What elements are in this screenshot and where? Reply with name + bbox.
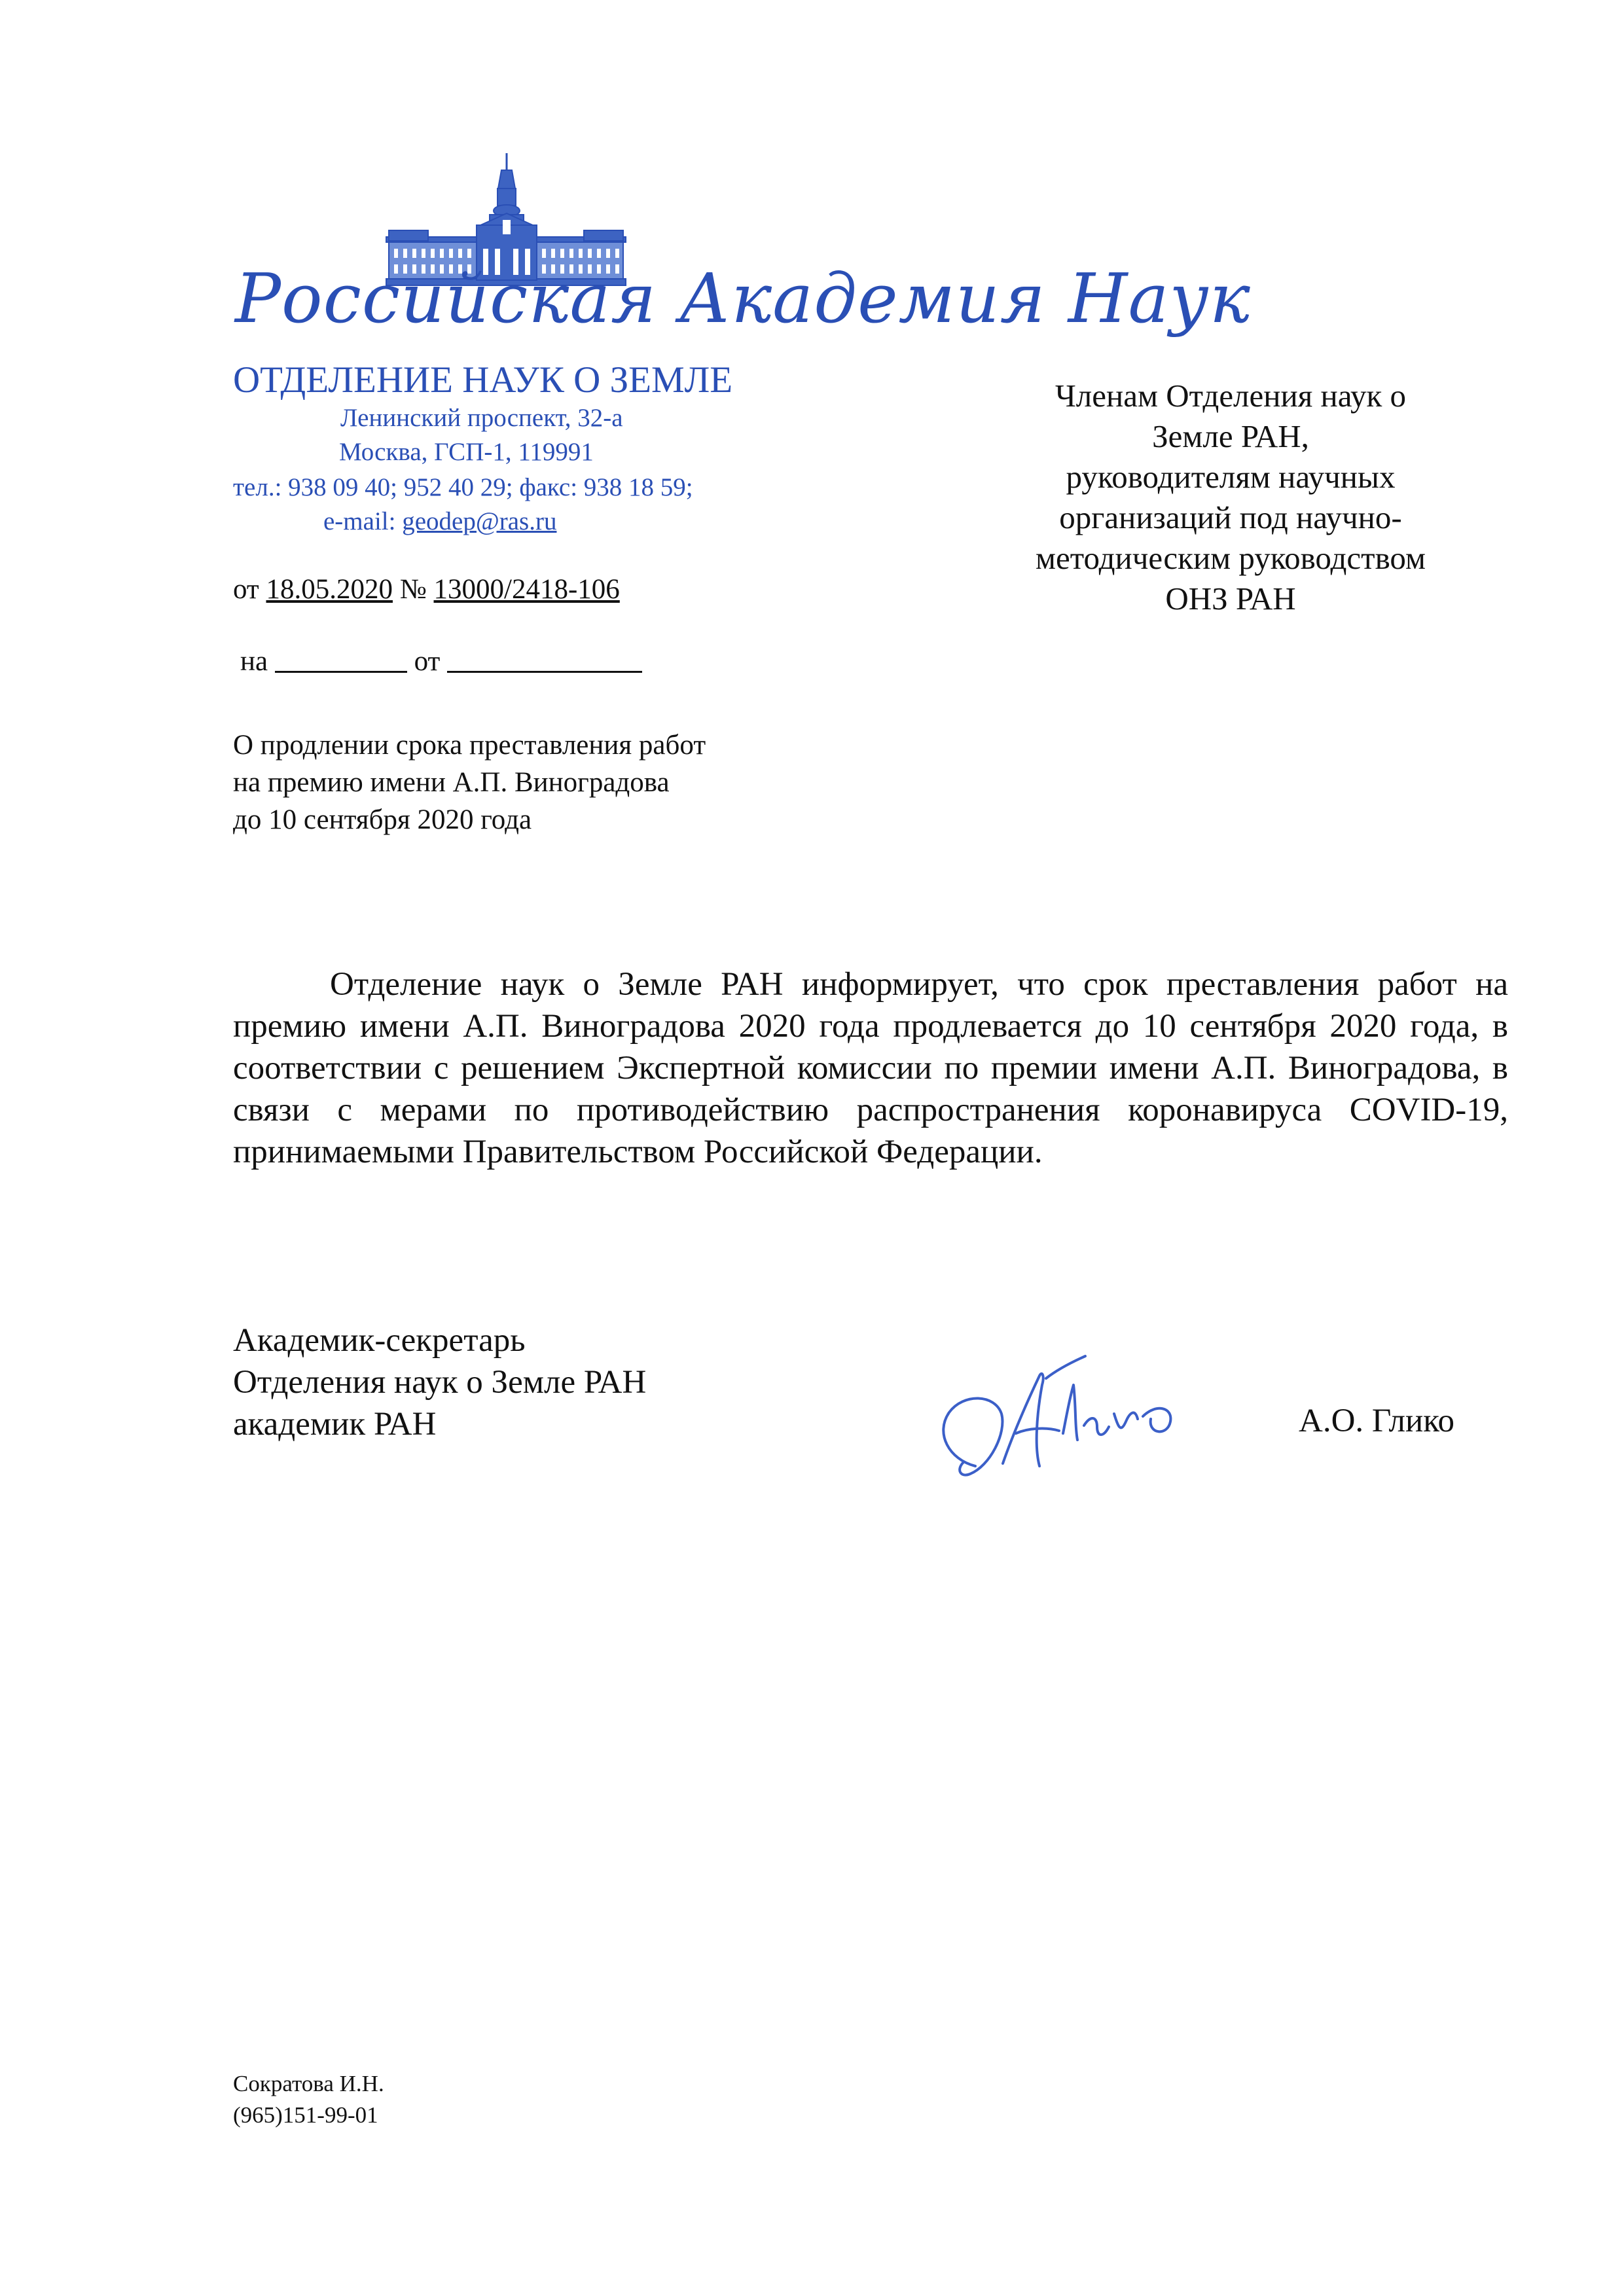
addressee-line: Земле РАН, <box>1152 418 1309 454</box>
signatory-title <box>233 1319 646 1445</box>
ref-number: 13000/2418-106 <box>433 574 620 605</box>
signatory-name: А.О. Глико <box>1299 1403 1454 1439</box>
email-label: e-mail: <box>323 507 403 535</box>
letter-subject <box>233 726 822 838</box>
addressee-block <box>982 376 1479 619</box>
signatory-title-line: Академик-секретарь <box>233 1322 526 1359</box>
subject-line: до 10 сентября 2020 года <box>233 804 532 835</box>
reply-on-label: на <box>240 646 275 677</box>
subject-line: на премию имени А.П. Виноградова <box>233 767 670 798</box>
contact-email <box>323 507 556 536</box>
executor-phone: (965)151-99-01 <box>233 2102 378 2128</box>
signatory-title-line: академик РАН <box>233 1406 437 1443</box>
ref-from-prefix: от <box>233 574 266 605</box>
contact-phones: тел.: 938 09 40; 952 40 29; факс: 938 18 59; <box>233 473 693 501</box>
academy-script-logo <box>232 257 1251 342</box>
address-street: Ленинский проспект, 32-а <box>340 404 623 432</box>
executor-name: Сократова И.Н. <box>233 2071 384 2096</box>
ref-number-sign: № <box>392 574 434 605</box>
ref-date: 18.05.2020 <box>266 574 393 605</box>
handwritten-signature <box>929 1335 1204 1492</box>
email-link[interactable]: geodep@ras.ru <box>402 507 557 535</box>
address-city: Москва, ГСП-1, 119991 <box>339 438 594 466</box>
executor-info <box>233 2068 384 2131</box>
department-name: ОТДЕЛЕНИЕ НАУК О ЗЕМЛЕ <box>233 359 733 401</box>
letter-body: Отделение наук о Земле РАН информирует, что срок преставления работ на премию имени А.П. Виноградова 2020 года продлевается до 10 сентября 2020 года, в соответствии с решением Экспертной комиссии по премии имени А.П. Виноградова, в связи с мерами по противодействию распространения коронавируса COVID-19, принимаемыми Правительством Российской Федерации. <box>233 966 1508 1170</box>
outgoing-reference <box>233 573 620 605</box>
addressee-line: организаций под научно- <box>1059 499 1402 535</box>
addressee-line: Членам Отделения наук о <box>1055 378 1407 414</box>
addressee-line: ОНЗ РАН <box>1165 581 1296 617</box>
addressee-line: руководителям научных <box>1066 459 1396 495</box>
svg-text:Российская Академия Наук: Российская Академия Наук <box>235 259 1251 338</box>
reply-date-blank <box>447 647 642 673</box>
reply-reference <box>240 645 642 677</box>
reply-number-blank <box>275 647 407 673</box>
subject-line: О продлении срока преставления работ <box>233 730 706 761</box>
addressee-line: методическим руководством <box>1036 540 1426 576</box>
signatory-title-line: Отделения наук о Земле РАН <box>233 1364 647 1401</box>
reply-from-label: от <box>406 646 448 677</box>
